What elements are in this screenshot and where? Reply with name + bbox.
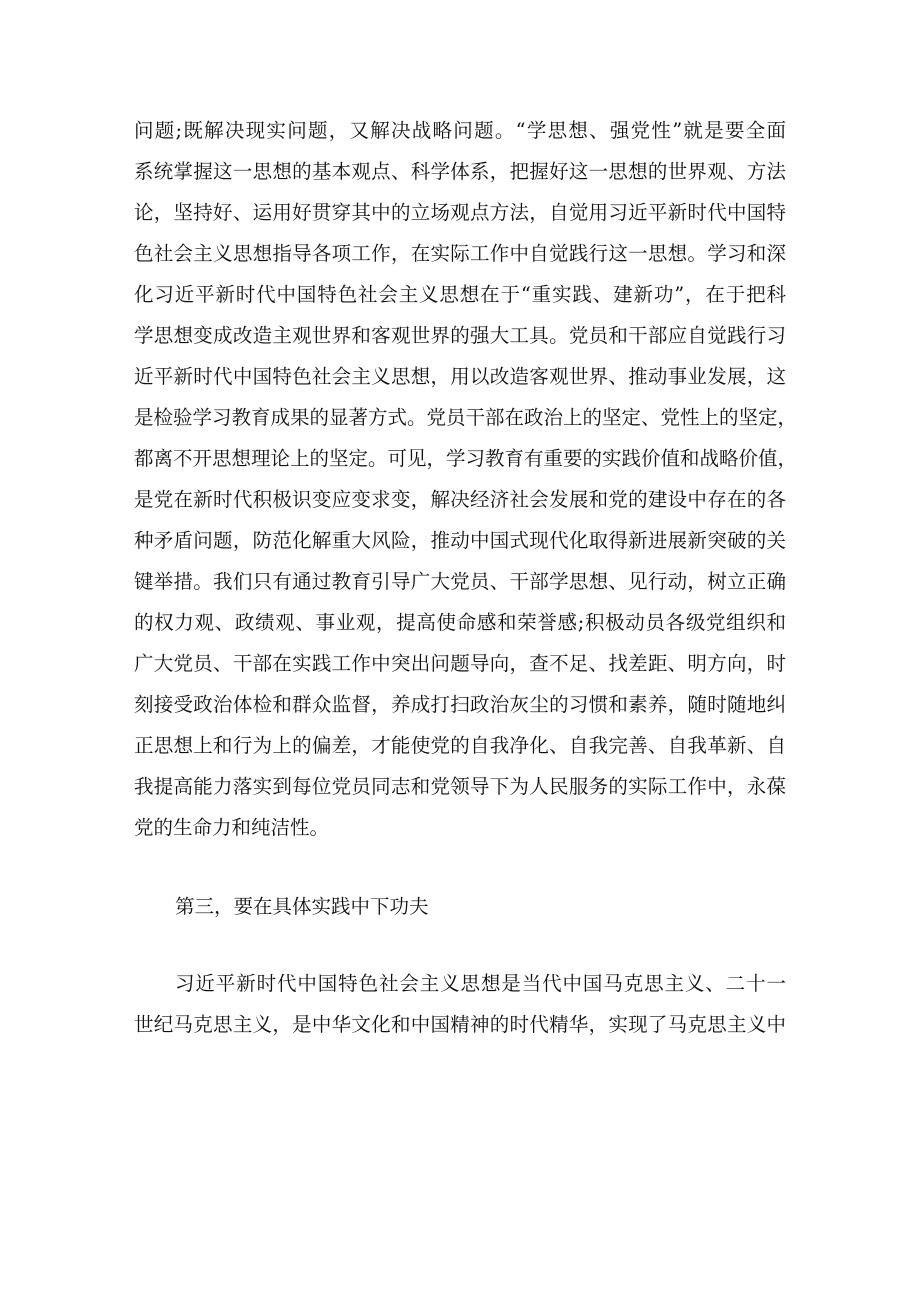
paragraph-line: 问题;既解决现实问题，又解决战略问题。“学思想、强党性”就是要全面 [134,119,786,142]
paragraph-line: 广大党员、干部在实践工作中突出问题导向，查不足、找差距、明方向，时 [134,652,786,675]
paragraph-line: 种矛盾问题，防范化解重大风险，推动中国式现代化取得新进展新突破的关 [134,529,786,552]
paragraph-line: 习近平新时代中国特色社会主义思想是当代中国马克思主义、二十一 [175,972,786,995]
paragraph-line: 正思想上和行为上的偏差，才能使党的自我净化、自我完善、自我革新、自 [134,734,786,757]
paragraph-line: 我提高能力落实到每位党员同志和党领导下为人民服务的实际工作中，永葆 [134,775,786,798]
paragraph-line: 是检验学习教育成果的显著方式。党员干部在政治上的坚定、党性上的坚定， [134,406,798,429]
paragraph-line: 键举措。我们只有通过教育引导广大党员、干部学思想、见行动，树立正确 [134,570,786,593]
paragraph-line: 学思想变成改造主观世界和客观世界的强大工具。党员和干部应自觉践行习 [134,324,786,347]
paragraph-line: 是党在新时代积极识变应变求变，解决经济社会发展和党的建设中存在的各 [134,488,786,511]
paragraph-line: 色社会主义思想指导各项工作，在实际工作中自觉践行这一思想。学习和深 [134,242,786,265]
paragraph-line: 都离不开思想理论上的坚定。可见，学习教育有重要的实践价值和战略价值， [134,447,798,470]
paragraph-line: 近平新时代中国特色社会主义思想，用以改造客观世界、推动事业发展，这 [134,365,786,388]
paragraph-line: 的权力观、政绩观、事业观，提高使命感和荣誉感;积极动员各级党组织和 [134,611,786,634]
paragraph-line: 论，坚持好、运用好贯穿其中的立场观点方法，自觉用习近平新时代中国特 [134,201,786,224]
paragraph-line: 党的生命力和纯洁性。 [134,816,330,839]
paragraph-line: 世纪马克思主义，是中华文化和中国精神的时代精华，实现了马克思主义中 [134,1013,786,1036]
paragraph-line: 化习近平新时代中国特色社会主义思想在于“重实践、建新功”，在于把科 [134,283,786,306]
section-heading: 第三，要在具体实践中下功夫 [175,895,429,918]
paragraph-line: 刻接受政治体检和群众监督，养成打扫政治灰尘的习惯和素养，随时随地纠 [134,693,786,716]
paragraph-line: 系统掌握这一思想的基本观点、科学体系，把握好这一思想的世界观、方法 [134,160,786,183]
